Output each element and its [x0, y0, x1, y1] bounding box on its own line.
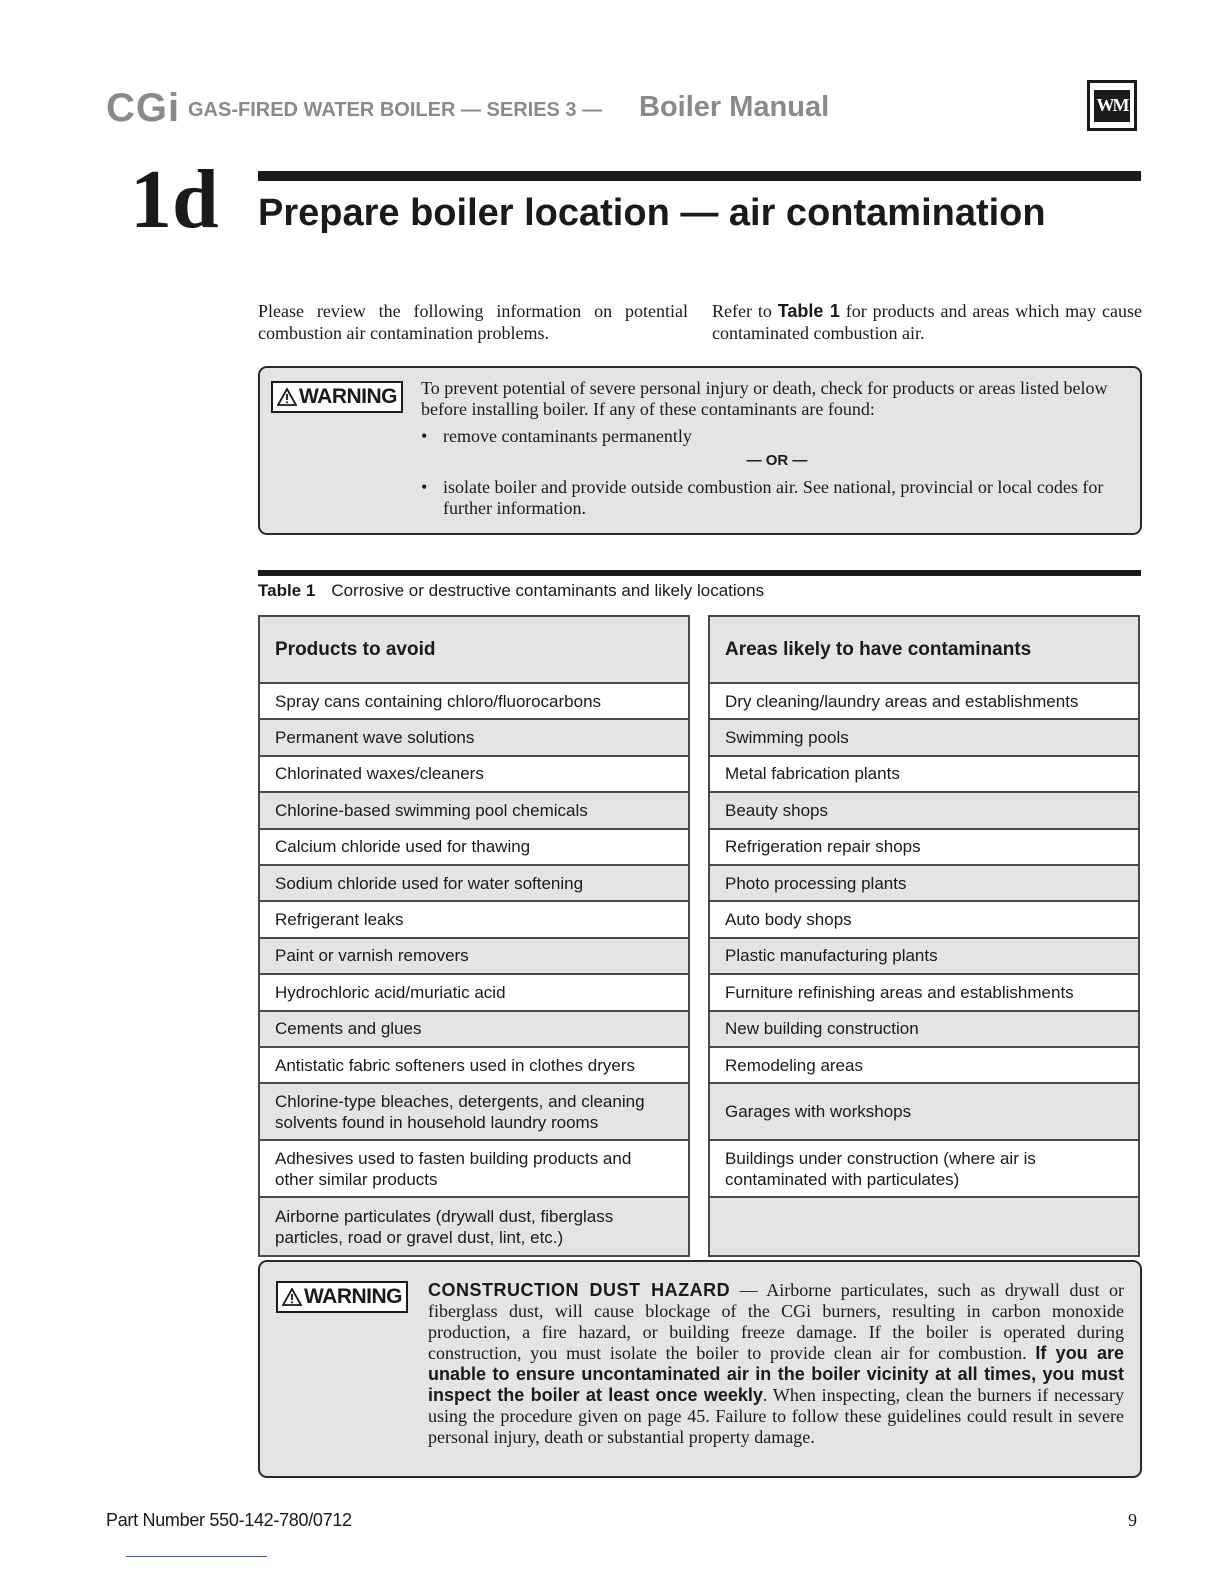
page-number: 9 — [1128, 1510, 1137, 1530]
table-cell-area: Dry cleaning/laundry areas and establishments — [710, 684, 1138, 720]
table-cell-product: Sodium chloride used for water softening — [260, 866, 688, 902]
warning-triangle-icon — [282, 1288, 302, 1306]
table-cell-product: Cements and glues — [260, 1012, 688, 1048]
table-cell-product: Adhesives used to fasten building products and other similar products — [260, 1141, 688, 1198]
header-manual-title: Boiler Manual — [639, 91, 830, 123]
intro-table-ref: Table 1 — [777, 301, 840, 321]
table-cell-area: Refrigeration repair shops — [710, 830, 1138, 866]
company-logo — [1087, 80, 1137, 131]
table-column-products — [258, 615, 690, 1257]
header-subtitle: GAS-FIRED WATER BOILER — SERIES 3 — — [188, 99, 603, 121]
warning-body — [421, 378, 1133, 519]
table-cell-area: Photo processing plants — [710, 866, 1138, 902]
bullet-dot: • — [421, 477, 428, 497]
section-rule — [258, 171, 1141, 181]
table-cell-area: New building construction — [710, 1012, 1138, 1048]
warning-triangle-icon — [277, 388, 297, 406]
part-number: Part Number 550-142-780/0712 — [106, 1510, 352, 1530]
table-cell-area: Garages with workshops — [710, 1084, 1138, 1141]
table-cell-area: Buildings under construction (where air is contaminated with particulates) — [710, 1141, 1138, 1198]
table-cell-area-empty — [710, 1198, 1138, 1255]
warning-bullet-remove — [421, 426, 1133, 447]
table-cell-product: Calcium chloride used for thawing — [260, 830, 688, 866]
table-cell-area: Remodeling areas — [710, 1048, 1138, 1084]
table-cell-product: Hydrochloric acid/muriatic acid — [260, 975, 688, 1011]
table-column-areas — [708, 615, 1140, 1257]
table-caption-text: Corrosive or destructive contaminants and likely locations — [331, 581, 765, 600]
table-cell-product: Chlorine-based swimming pool chemicals — [260, 793, 688, 829]
table-cell-area: Auto body shops — [710, 902, 1138, 938]
table-label: Table 1 — [258, 581, 316, 600]
hazard-bold-text: If you are unable to ensure uncontaminated air in the boiler vicinity at all times, you must inspect the boiler at least once weekly — [428, 1343, 1124, 1405]
table-cell-product: Refrigerant leaks — [260, 902, 688, 938]
table-cell-product: Airborne particulates (drywall dust, fiberglass particles, road or gravel dust, lint, etc.) — [260, 1198, 688, 1255]
intro-right-prefix: Refer to — [712, 301, 778, 321]
warning-badge — [271, 381, 403, 413]
table-cell-area: Furniture refinishing areas and establishments — [710, 975, 1138, 1011]
brand-name: CGi — [106, 86, 181, 130]
logo-mark: WM — [1094, 90, 1130, 122]
bullet-text: isolate boiler and provide outside combustion air. See national, provincial or local codes for further information. — [443, 477, 1104, 518]
table-cell-product: Chlorine-type bleaches, detergents, and cleaning solvents found in household laundry rooms — [260, 1084, 688, 1141]
warning-badge-label: WARNING — [299, 385, 397, 408]
hazard-text-2: . When inspecting, clean the burners if necessary using the procedure given on page 45. Failure to follow these guidelines could result in severe personal injury, death or substantial property damage. — [428, 1385, 1124, 1447]
section-title: Prepare boiler location — air contamination — [258, 192, 1046, 234]
hazard-title: CONSTRUCTION DUST HAZARD — [428, 1280, 731, 1300]
footer-link-underline — [126, 1556, 267, 1557]
warning-text: To prevent potential of severe personal injury or death, check for products or areas listed below before installing boiler. If any of these contaminants are found: — [421, 378, 1108, 419]
table-caption — [258, 581, 764, 601]
warning-box-contaminants — [258, 366, 1142, 535]
intro-right-suffix: for products and areas which may cause contaminated combustion air. — [712, 301, 1142, 343]
table-cell-area: Beauty shops — [710, 793, 1138, 829]
bullet-dot: • — [421, 426, 428, 446]
table-cell-area: Metal fabrication plants — [710, 757, 1138, 793]
warning-bullet-isolate — [421, 477, 1133, 519]
table-cell-product: Chlorinated waxes/cleaners — [260, 757, 688, 793]
table-cell-product: Paint or varnish removers — [260, 939, 688, 975]
hazard-text-1: — Airborne particulates, such as drywall dust or fiberglass dust, will cause blockage of the CGi burners, resulting in carbon monoxide production, a fire hazard, or building freeze damage. If the boiler is operated during construction, you must isolate the boiler to provide clean air for combustion. — [428, 1280, 1125, 1363]
intro-right-paragraph — [712, 300, 1142, 344]
table-cell-area: Swimming pools — [710, 720, 1138, 756]
section-number: 1d — [130, 153, 219, 246]
intro-left-paragraph: Please review the following information on potential combustion air contamination problems. — [258, 301, 688, 343]
table-cell-product: Permanent wave solutions — [260, 720, 688, 756]
warning-badge-label: WARNING — [304, 1285, 402, 1308]
warning-box-construction-dust — [258, 1260, 1142, 1478]
table-cell-product: Antistatic fabric softeners used in clothes dryers — [260, 1048, 688, 1084]
bullet-text: remove contaminants permanently — [443, 426, 692, 446]
table-rule — [258, 570, 1141, 576]
warning-or-separator: — OR — — [746, 452, 808, 469]
table-header-areas: Areas likely to have contaminants — [710, 617, 1138, 684]
warning-body — [428, 1280, 1124, 1448]
table-cell-product: Spray cans containing chloro/fluorocarbons — [260, 684, 688, 720]
table-cell-area: Plastic manufacturing plants — [710, 939, 1138, 975]
table-header-products: Products to avoid — [260, 617, 688, 684]
warning-badge — [276, 1281, 408, 1313]
